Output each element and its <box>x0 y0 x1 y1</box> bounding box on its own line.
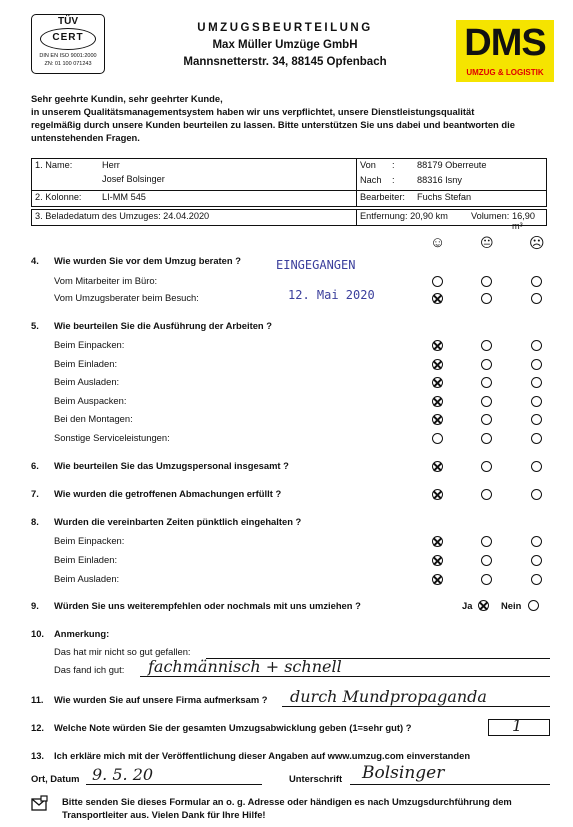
bearbeiter-cell <box>357 191 547 207</box>
tuv-cert-logo <box>31 14 105 74</box>
received-stamp-line-2: 12. Mai 2020 <box>288 288 375 302</box>
q11-answer: durch Mundpropaganda <box>290 687 487 706</box>
intro-line-4: untenstehenden Fragen. <box>31 132 140 143</box>
tuv-number: ZN: 01 100 071243 <box>44 61 92 67</box>
q4-rating-radio[interactable] <box>432 276 443 287</box>
q6-rating-radio[interactable] <box>531 461 542 472</box>
unterschrift-line[interactable] <box>350 784 550 785</box>
q5-rating-radio[interactable] <box>432 340 443 351</box>
footer-line-1: Bitte senden Sie dieses Formular an o. g. Adresse oder händigen es nach Umzugsdurchführung dem <box>62 796 512 807</box>
q8-rating-radio[interactable] <box>531 536 542 547</box>
q8-rating-radio[interactable] <box>481 555 492 566</box>
q4-rating-radio[interactable] <box>531 276 542 287</box>
q5-rating-radio[interactable] <box>531 340 542 351</box>
q8-row-label: Beim Einladen: <box>54 554 118 565</box>
happy-face-icon: ☺ <box>430 234 446 251</box>
q6-rating-radio[interactable] <box>481 461 492 472</box>
neutral-face-icon: 😐 <box>480 235 494 250</box>
received-stamp-line-1: EINGEGANGEN <box>276 258 356 272</box>
nach-sep: : <box>392 175 395 185</box>
q5-rating-radio[interactable] <box>432 377 443 388</box>
company-address: Mannsnetterstr. 34, 88145 Opfenbach <box>183 56 387 68</box>
q8-number: 8. <box>31 516 39 527</box>
q10-bad-label: Das hat mir nicht so gut gefallen: <box>54 646 191 657</box>
q8-rating-radio[interactable] <box>481 536 492 547</box>
signature: Bolsinger <box>362 763 445 783</box>
q8-row-label: Beim Ausladen: <box>54 573 120 584</box>
q9-ja-radio[interactable] <box>478 600 489 611</box>
nach-label: Nach <box>360 175 382 185</box>
q5-rating-radio[interactable] <box>481 340 492 351</box>
q13-number: 13. <box>31 750 45 761</box>
beladedatum-cell <box>32 210 357 226</box>
q10-good-answer: fachmännisch + schnell <box>148 657 342 676</box>
q5-rating-radio[interactable] <box>481 396 492 407</box>
q4-rating-radio[interactable] <box>481 276 492 287</box>
q8-rating-radio[interactable] <box>432 536 443 547</box>
kolonne-value: LI-MM 545 <box>102 192 146 202</box>
q7-rating-radio[interactable] <box>432 489 443 500</box>
q5-rating-radio[interactable] <box>531 433 542 444</box>
von-sep: : <box>392 160 395 170</box>
q9-nein-radio[interactable] <box>528 600 539 611</box>
von-label: Von <box>360 160 376 170</box>
q5-rating-radio[interactable] <box>481 359 492 370</box>
ort-datum-line[interactable] <box>86 784 262 785</box>
bearbeiter-value: Fuchs Stefan <box>417 192 472 202</box>
entfernung-value: 20,90 km <box>410 211 448 221</box>
q10-number: 10. <box>31 628 45 639</box>
q8-text: Wurden die vereinbarten Zeiten pünktlich eingehalten ? <box>54 516 302 527</box>
beladedatum: 3. Beladedatum des Umzuges: 24.04.2020 <box>35 211 210 221</box>
q5-rating-radio[interactable] <box>432 359 443 370</box>
q5-rating-radio[interactable] <box>432 396 443 407</box>
q5-rating-radio[interactable] <box>531 359 542 370</box>
q9-number: 9. <box>31 600 39 611</box>
q9-text: Würden Sie uns weiterempfehlen oder nochmals mit uns umziehen ? <box>54 600 361 611</box>
bearbeiter-label: Bearbeiter: <box>360 192 405 202</box>
q8-rating-radio[interactable] <box>531 574 542 585</box>
q5-row-label: Sonstige Serviceleistungen: <box>54 432 170 443</box>
dms-wordmark: DMS <box>464 22 546 64</box>
q10-good-line[interactable] <box>140 676 550 677</box>
intro-greeting: Sehr geehrte Kundin, sehr geehrter Kunde, <box>31 93 223 104</box>
q5-rating-radio[interactable] <box>481 377 492 388</box>
q5-rating-radio[interactable] <box>531 396 542 407</box>
nach-value: 88316 Isny <box>417 175 462 185</box>
q4-rating-radio[interactable] <box>481 293 492 304</box>
q11-answer-line[interactable] <box>282 706 550 707</box>
ort-datum-label: Ort, Datum <box>31 773 80 784</box>
kolonne-label: 2. Kolonne: <box>35 192 82 202</box>
dms-logo <box>456 20 554 82</box>
q4-rating-radio[interactable] <box>432 293 443 304</box>
q7-rating-radio[interactable] <box>531 489 542 500</box>
mail-icon <box>31 795 49 813</box>
q5-row-label: Bei den Montagen: <box>54 413 133 424</box>
q5-rating-radio[interactable] <box>531 377 542 388</box>
q6-rating-radio[interactable] <box>432 461 443 472</box>
q5-number: 5. <box>31 320 39 331</box>
q7-rating-radio[interactable] <box>481 489 492 500</box>
q5-row-label: Beim Auspacken: <box>54 395 127 406</box>
q10-good-label: Das fand ich gut: <box>54 664 125 675</box>
dms-tagline: UMZUG & LOGISTIK <box>466 68 544 77</box>
name-value: Josef Bolsinger <box>102 174 165 184</box>
q8-rating-radio[interactable] <box>481 574 492 585</box>
customer-info-table <box>31 158 547 231</box>
q8-row-label: Beim Einpacken: <box>54 535 125 546</box>
footer-line-2: Transportleiter aus. Vielen Dank für Ihre Hilfe! <box>62 809 266 820</box>
q11-number: 11. <box>31 694 44 705</box>
name-title: Herr <box>102 160 120 170</box>
q11-text: Wie wurden Sie auf unsere Firma aufmerksam ? <box>54 694 268 705</box>
unterschrift-label: Unterschrift <box>289 773 343 784</box>
q4-rating-radio[interactable] <box>531 293 542 304</box>
q4-row-label: Vom Umzugsberater beim Besuch: <box>54 292 199 303</box>
q8-rating-radio[interactable] <box>432 555 443 566</box>
sad-face-icon: ☹ <box>529 235 545 252</box>
name-cell <box>32 159 357 191</box>
form-title: UMZUGSBEURTEILUNG <box>197 22 373 34</box>
q5-rating-radio[interactable] <box>481 414 492 425</box>
q5-rating-radio[interactable] <box>432 433 443 444</box>
q9-ja-label: Ja <box>462 600 473 611</box>
q5-row-label: Beim Einpacken: <box>54 339 125 350</box>
tuv-standard: DIN EN ISO 9001:2000 <box>39 53 97 59</box>
q8-rating-radio[interactable] <box>432 574 443 585</box>
q5-rating-radio[interactable] <box>531 414 542 425</box>
q5-rating-radio[interactable] <box>481 433 492 444</box>
q4-text: Wie wurden Sie vor dem Umzug beraten ? <box>54 255 241 266</box>
q6-number: 6. <box>31 460 39 471</box>
name-label: 1. Name: <box>35 160 73 170</box>
q5-row-label: Beim Ausladen: <box>54 376 120 387</box>
q9-nein-label: Nein <box>501 600 522 611</box>
q12-number: 12. <box>31 722 45 733</box>
von-value: 88179 Oberreute <box>417 160 487 170</box>
cert-label: CERT <box>52 32 84 43</box>
q8-rating-radio[interactable] <box>531 555 542 566</box>
volumen-value: 16,90 m³ <box>512 211 535 231</box>
q10-text: Anmerkung: <box>54 628 110 639</box>
q7-number: 7. <box>31 488 39 499</box>
q5-text: Wie beurteilen Sie die Ausführung der Arbeiten ? <box>54 320 272 331</box>
q4-number: 4. <box>31 255 39 266</box>
q13-text: Ich erkläre mich mit der Veröffentlichung dieser Angaben auf www.umzug.com einverstanden <box>54 750 471 761</box>
q12-grade: 1 <box>512 716 523 735</box>
q6-text: Wie beurteilen Sie das Umzugspersonal insgesamt ? <box>54 460 289 471</box>
q7-text: Wie wurden die getroffenen Abmachungen erfüllt ? <box>54 488 282 499</box>
q5-row-label: Beim Einladen: <box>54 358 118 369</box>
ort-datum-value: 9. 5. 20 <box>92 765 154 784</box>
entfernung-label: Entfernung: <box>360 211 408 221</box>
company-name: Max Müller Umzüge GmbH <box>212 39 358 51</box>
distance-volume-cell <box>357 210 547 231</box>
route-cell <box>357 159 547 191</box>
tuv-label: TÜV <box>58 16 78 27</box>
q5-rating-radio[interactable] <box>432 414 443 425</box>
volumen-label: Volumen: <box>471 211 510 221</box>
intro-line-2: in unserem Qualitätsmanagementsystem haben wir uns verpflichtet, unsere Dienstleistungsqualität <box>31 106 475 117</box>
intro-line-3: regelmäßig durch unsere Kunden beurteilen zu lassen. Bitte unterstützen Sie uns dabei und beantworten die <box>31 119 515 130</box>
q12-text: Welche Note würden Sie der gesamten Umzugsabwicklung geben (1=sehr gut) ? <box>54 722 412 733</box>
kolonne-cell <box>32 191 357 207</box>
q4-row-label: Vom Mitarbeiter im Büro: <box>54 275 158 286</box>
